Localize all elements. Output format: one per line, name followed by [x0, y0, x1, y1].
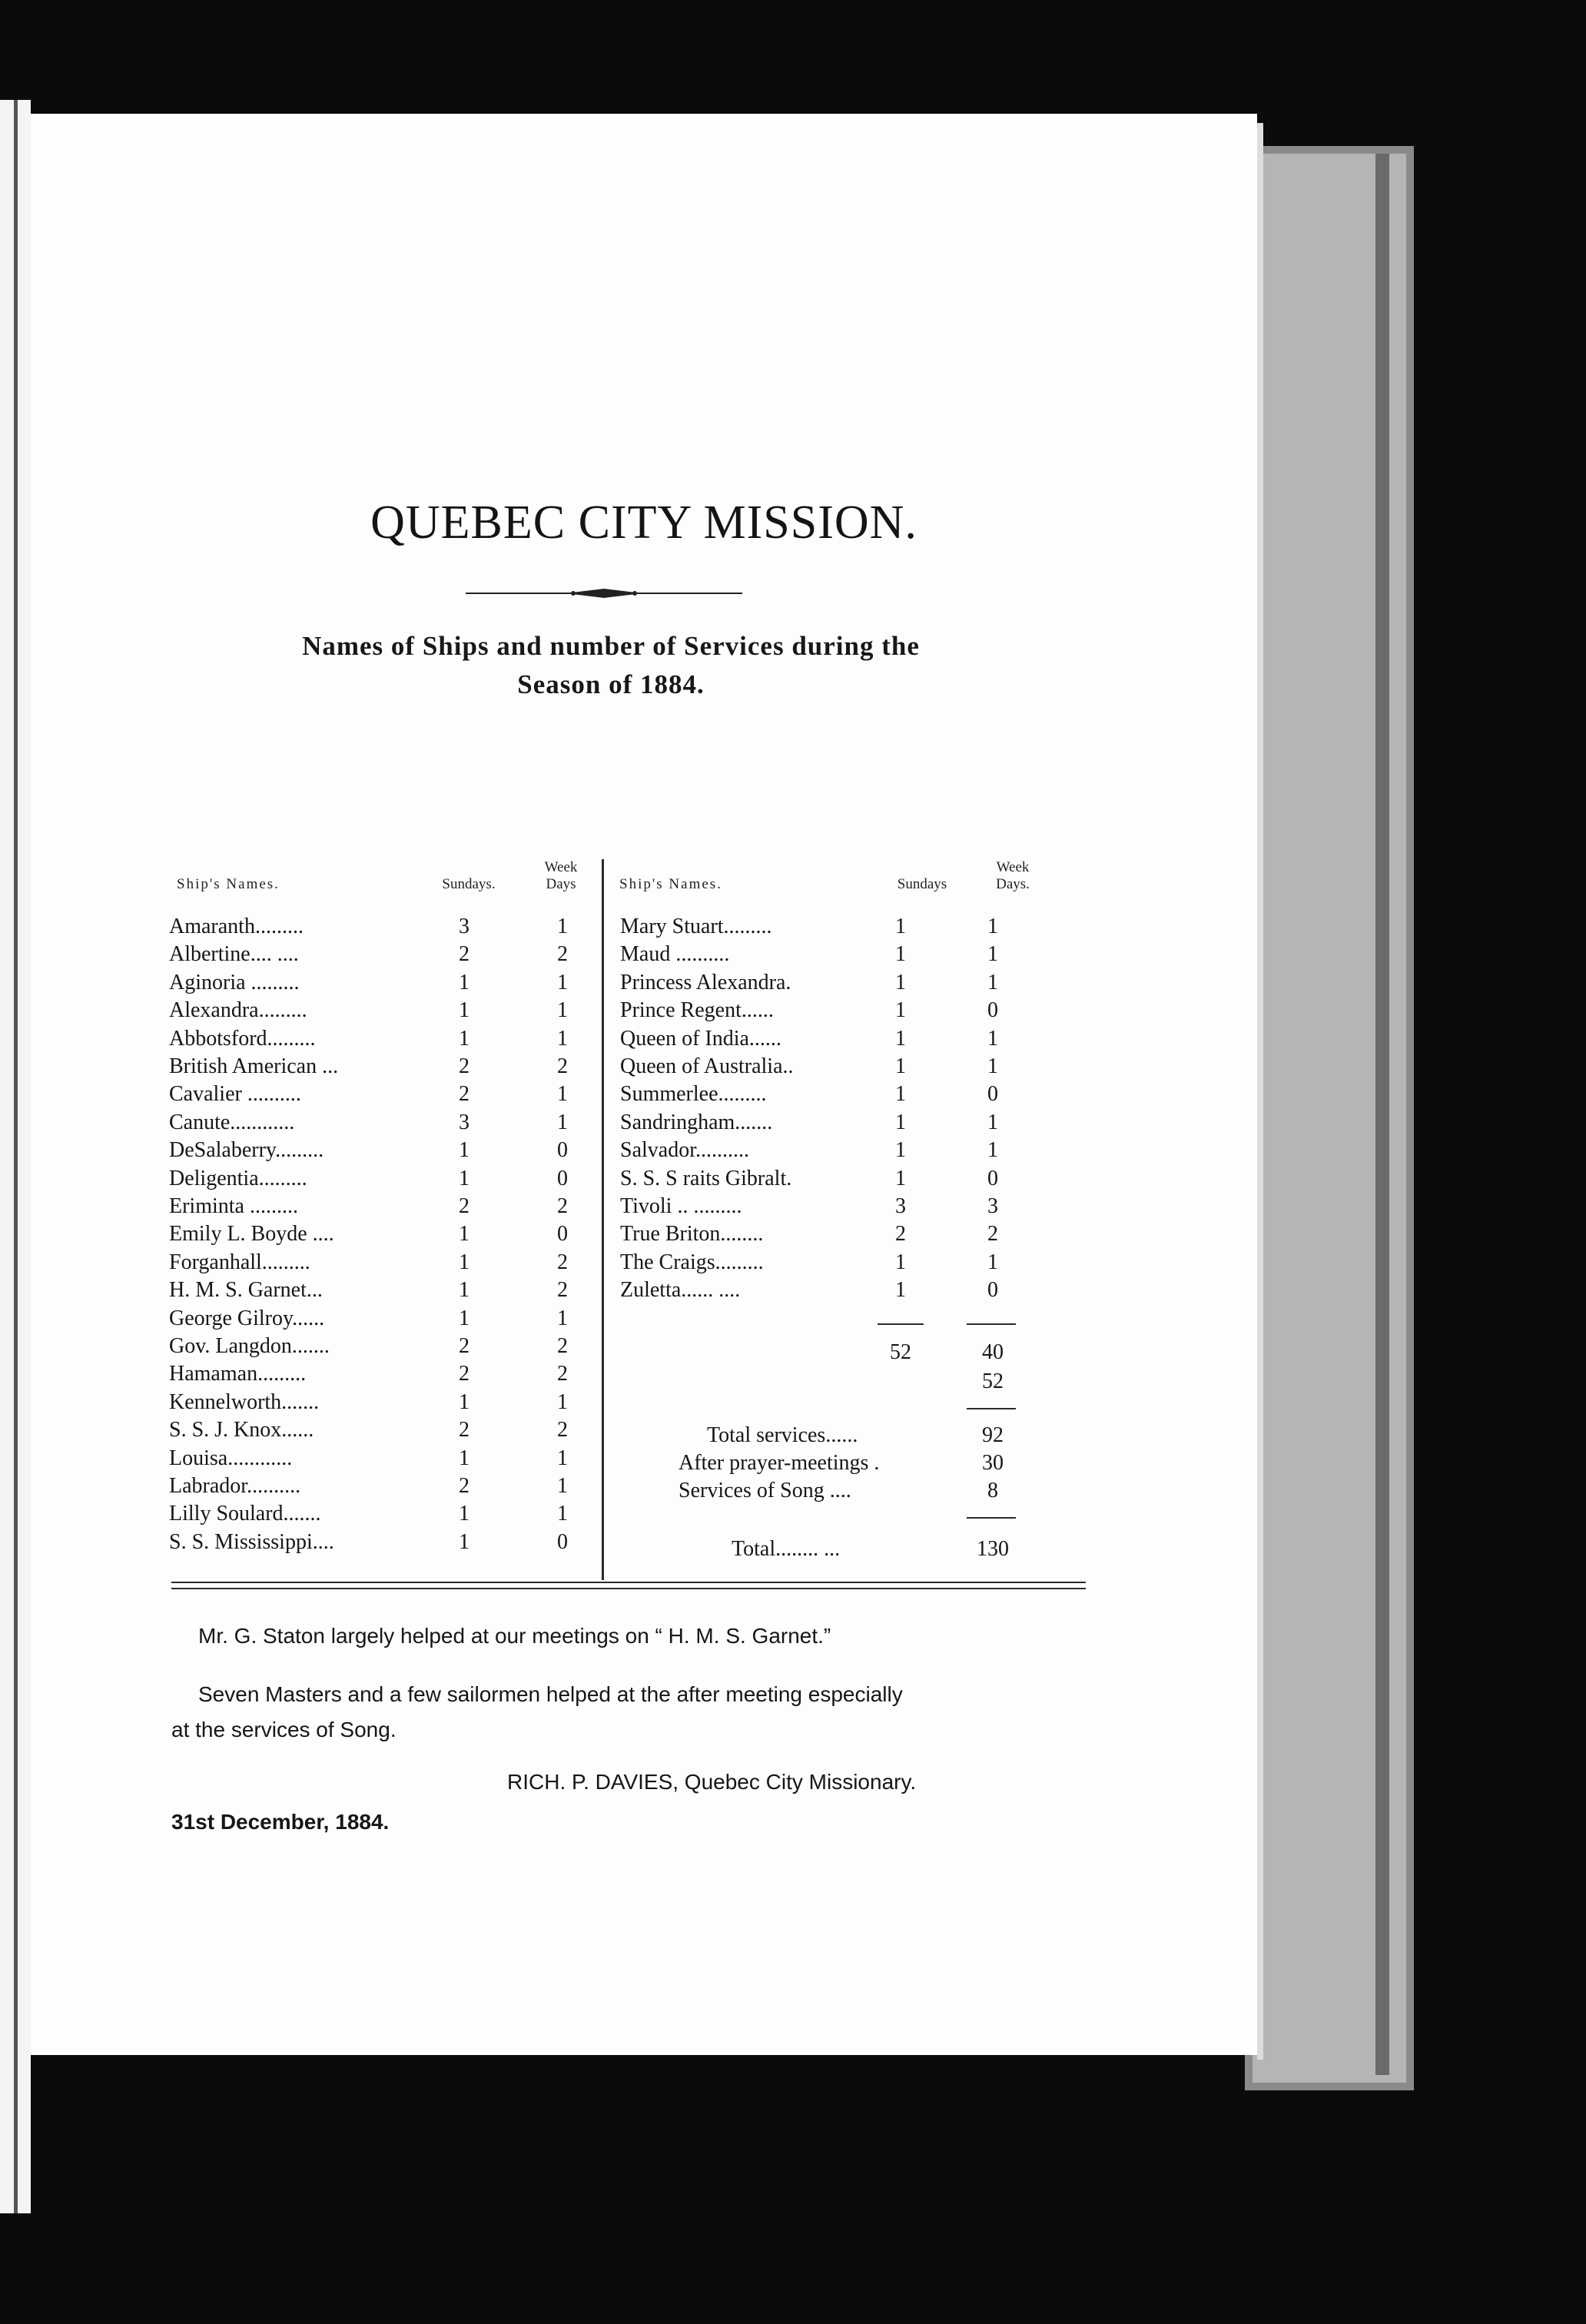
- left-ship-name: Alexandra.........: [169, 998, 307, 1023]
- right-ship-name: S. S. S raits Gibralt.: [620, 1166, 792, 1190]
- sundays-sum: 52: [890, 1340, 911, 1364]
- paragraph-masters-line2: at the services of Song.: [171, 1718, 396, 1741]
- right-ship-weekdays: 1: [987, 1138, 998, 1163]
- grand-total-rule: [967, 1517, 1016, 1519]
- right-ship-sundays: 1: [895, 1278, 906, 1303]
- left-ship-weekdays: 1: [557, 1306, 568, 1330]
- after-prayer-label: After prayer-meetings .: [679, 1451, 880, 1475]
- left-ship-name: Deligentia.........: [169, 1166, 307, 1190]
- column-divider: [602, 859, 604, 1580]
- left-ship-sundays: 1: [459, 1446, 469, 1470]
- right-header-week: Week: [996, 859, 1030, 875]
- right-ship-weekdays: 0: [987, 998, 998, 1023]
- left-header-sundays: Sundays.: [442, 876, 496, 892]
- subtitle-line-2: Season of 1884.: [517, 669, 705, 699]
- left-ship-name: Aginoria .........: [169, 970, 300, 994]
- left-ship-sundays: 1: [459, 1250, 469, 1274]
- right-ship-name: Salvador..........: [620, 1138, 749, 1163]
- left-ship-weekdays: 1: [557, 1026, 568, 1051]
- left-ship-sundays: 1: [459, 970, 469, 994]
- left-ship-weekdays: 2: [557, 1054, 568, 1078]
- paragraph-staton: Mr. G. Staton largely helped at our meetings on “ H. M. S. Garnet.”: [198, 1624, 831, 1648]
- date-line: 31st December, 1884.: [171, 1810, 390, 1834]
- left-ship-sundays: 1: [459, 1278, 469, 1303]
- left-ship-sundays: 3: [459, 915, 469, 938]
- right-ship-weekdays: 3: [987, 1194, 998, 1218]
- left-ship-name: S. S. Mississippi....: [169, 1529, 334, 1554]
- right-ship-weekdays: 1: [987, 1054, 998, 1078]
- right-ship-name: Tivoli .. .........: [620, 1194, 742, 1218]
- right-ship-weekdays: 1: [987, 970, 998, 994]
- left-ship-sundays: 1: [459, 1389, 469, 1414]
- left-ship-sundays: 1: [459, 1529, 469, 1554]
- right-ship-weekdays: 0: [987, 1166, 998, 1190]
- right-ship-sundays: 1: [895, 1026, 906, 1051]
- left-ship-name: Eriminta .........: [169, 1194, 298, 1218]
- title-ornament: [466, 584, 742, 603]
- left-ship-name: British American ...: [169, 1054, 339, 1078]
- subtitle-line-1: Names of Ships and number of Services during the: [302, 631, 920, 661]
- left-ship-sundays: 2: [459, 1054, 469, 1078]
- signature: RICH. P. DAVIES, Quebec City Missionary.: [507, 1770, 917, 1794]
- left-ship-name: Amaranth.........: [169, 915, 304, 938]
- left-ship-weekdays: 1: [557, 1502, 568, 1526]
- right-ship-sundays: 1: [895, 1166, 906, 1190]
- left-ship-sundays: 2: [459, 1194, 469, 1218]
- right-ship-weekdays: 1: [987, 942, 998, 967]
- left-ship-name: Lilly Soulard.......: [169, 1502, 321, 1526]
- left-ship-weekdays: 2: [557, 1194, 568, 1218]
- left-ship-weekdays: 1: [557, 1110, 568, 1134]
- left-ship-weekdays: 1: [557, 970, 568, 994]
- right-ship-weekdays: 2: [987, 1222, 998, 1247]
- left-ship-weekdays: 1: [557, 915, 568, 938]
- right-ship-sundays: 1: [895, 942, 906, 967]
- right-ship-name: Summerlee.........: [620, 1082, 767, 1107]
- sundays-sum-rule: [878, 1323, 924, 1325]
- left-ship-sundays: 1: [459, 1166, 469, 1190]
- right-ship-name: Mary Stuart.........: [620, 915, 772, 938]
- left-ship-weekdays: 0: [557, 1222, 568, 1247]
- left-ship-name: Cavalier ..........: [169, 1082, 301, 1107]
- left-ship-name: S. S. J. Knox......: [169, 1418, 314, 1443]
- left-ship-sundays: 2: [459, 1474, 469, 1498]
- grand-total-value: 130: [977, 1537, 1009, 1561]
- right-ship-name: The Craigs.........: [620, 1250, 764, 1274]
- right-ship-weekdays: 1: [987, 915, 998, 938]
- table-bottom-rule-2: [171, 1588, 1086, 1589]
- right-header-days: Days.: [996, 876, 1030, 892]
- left-ship-sundays: 3: [459, 1110, 469, 1134]
- paragraph-masters-line1: Seven Masters and a few sailormen helped at the after meeting especially: [198, 1682, 903, 1706]
- left-ship-name: Emily L. Boyde ....: [169, 1222, 334, 1247]
- left-ship-weekdays: 0: [557, 1166, 568, 1190]
- services-song-value: 8: [987, 1479, 998, 1502]
- left-ship-name: Hamaman.........: [169, 1362, 307, 1386]
- left-binding-line: [14, 100, 18, 2213]
- left-ship-weekdays: 2: [557, 1418, 568, 1443]
- after-prayer-value: 30: [982, 1451, 1004, 1475]
- right-ship-sundays: 1: [895, 1110, 906, 1134]
- carried-sundays: 52: [982, 1370, 1004, 1393]
- right-header-sundays: Sundays: [897, 876, 947, 892]
- right-ship-name: Queen of Australia..: [620, 1054, 794, 1078]
- right-ship-name: Queen of India......: [620, 1026, 781, 1051]
- right-ship-name: Prince Regent......: [620, 998, 774, 1023]
- right-ship-sundays: 1: [895, 1250, 906, 1274]
- left-ship-sundays: 2: [459, 1334, 469, 1358]
- left-ship-weekdays: 1: [557, 1389, 568, 1414]
- right-ship-weekdays: 1: [987, 1110, 998, 1134]
- right-ship-name: Zuletta...... ....: [620, 1278, 741, 1303]
- right-ship-sundays: 1: [895, 998, 906, 1023]
- left-ship-sundays: 2: [459, 942, 469, 967]
- left-ship-name: Forganhall.........: [169, 1250, 310, 1274]
- left-ship-name: Abbotsford.........: [169, 1026, 316, 1051]
- right-ship-name: Maud ..........: [620, 942, 730, 967]
- right-ship-sundays: 1: [895, 970, 906, 994]
- right-ship-weekdays: 1: [987, 1026, 998, 1051]
- left-ship-weekdays: 2: [557, 1250, 568, 1274]
- left-ship-weekdays: 2: [557, 1334, 568, 1358]
- left-header-days: Days: [546, 876, 576, 892]
- right-ship-sundays: 3: [895, 1194, 906, 1218]
- grand-total-label: Total........ ...: [732, 1537, 841, 1561]
- right-ship-sundays: 1: [895, 915, 906, 938]
- left-ship-sundays: 1: [459, 1026, 469, 1051]
- week-sum: 40: [982, 1340, 1004, 1364]
- left-ship-sundays: 2: [459, 1082, 469, 1107]
- left-ship-weekdays: 2: [557, 1362, 568, 1386]
- total-services-label: Total services......: [707, 1423, 858, 1447]
- left-ship-sundays: 2: [459, 1362, 469, 1386]
- left-ship-weekdays: 1: [557, 1082, 568, 1107]
- left-ship-name: H. M. S. Garnet...: [169, 1278, 323, 1303]
- left-header-ships: Ship's Names.: [177, 876, 280, 892]
- left-ship-name: Albertine.... ....: [169, 942, 299, 967]
- left-ship-weekdays: 1: [557, 998, 568, 1023]
- left-header-week: Week: [544, 859, 578, 875]
- right-ship-weekdays: 0: [987, 1278, 998, 1303]
- left-ship-sundays: 1: [459, 1222, 469, 1247]
- week-sum-rule: [967, 1323, 1016, 1325]
- left-ship-name: Labrador..........: [169, 1474, 301, 1498]
- right-ship-weekdays: 1: [987, 1250, 998, 1274]
- left-ship-name: Gov. Langdon.......: [169, 1334, 330, 1358]
- left-ship-name: George Gilroy......: [169, 1306, 325, 1330]
- page-title: QUEBEC CITY MISSION.: [370, 496, 917, 549]
- left-ship-sundays: 1: [459, 1306, 469, 1330]
- right-ship-sundays: 1: [895, 1138, 906, 1163]
- document-page: [31, 114, 1257, 2055]
- right-ship-weekdays: 0: [987, 1082, 998, 1107]
- services-rule: [967, 1408, 1016, 1409]
- right-header-ships: Ship's Names.: [619, 876, 722, 892]
- left-ship-name: DeSalaberry.........: [169, 1138, 324, 1163]
- page-right-edge: [1257, 123, 1263, 2060]
- services-song-label: Services of Song ....: [679, 1479, 851, 1502]
- left-ship-weekdays: 1: [557, 1446, 568, 1470]
- table-bottom-rule: [171, 1582, 1086, 1583]
- left-ship-weekdays: 2: [557, 1278, 568, 1303]
- total-services-value: 92: [982, 1423, 1004, 1447]
- left-ship-weekdays: 1: [557, 1474, 568, 1498]
- right-ship-name: Princess Alexandra.: [620, 970, 791, 994]
- left-ship-name: Louisa............: [169, 1446, 293, 1470]
- page-shadow: [1375, 154, 1389, 2075]
- left-ship-weekdays: 0: [557, 1529, 568, 1554]
- left-ship-weekdays: 2: [557, 942, 568, 967]
- right-ship-sundays: 1: [895, 1054, 906, 1078]
- right-ship-name: Sandringham.......: [620, 1110, 773, 1134]
- right-ship-sundays: 2: [895, 1222, 906, 1247]
- left-ship-sundays: 1: [459, 1138, 469, 1163]
- left-ship-sundays: 1: [459, 1502, 469, 1526]
- left-ship-sundays: 2: [459, 1418, 469, 1443]
- right-ship-sundays: 1: [895, 1082, 906, 1107]
- left-ship-sundays: 1: [459, 998, 469, 1023]
- left-ship-name: Kennelworth.......: [169, 1389, 320, 1414]
- left-ship-name: Canute............: [169, 1110, 295, 1134]
- right-ship-name: True Briton........: [620, 1222, 764, 1247]
- left-ship-weekdays: 0: [557, 1138, 568, 1163]
